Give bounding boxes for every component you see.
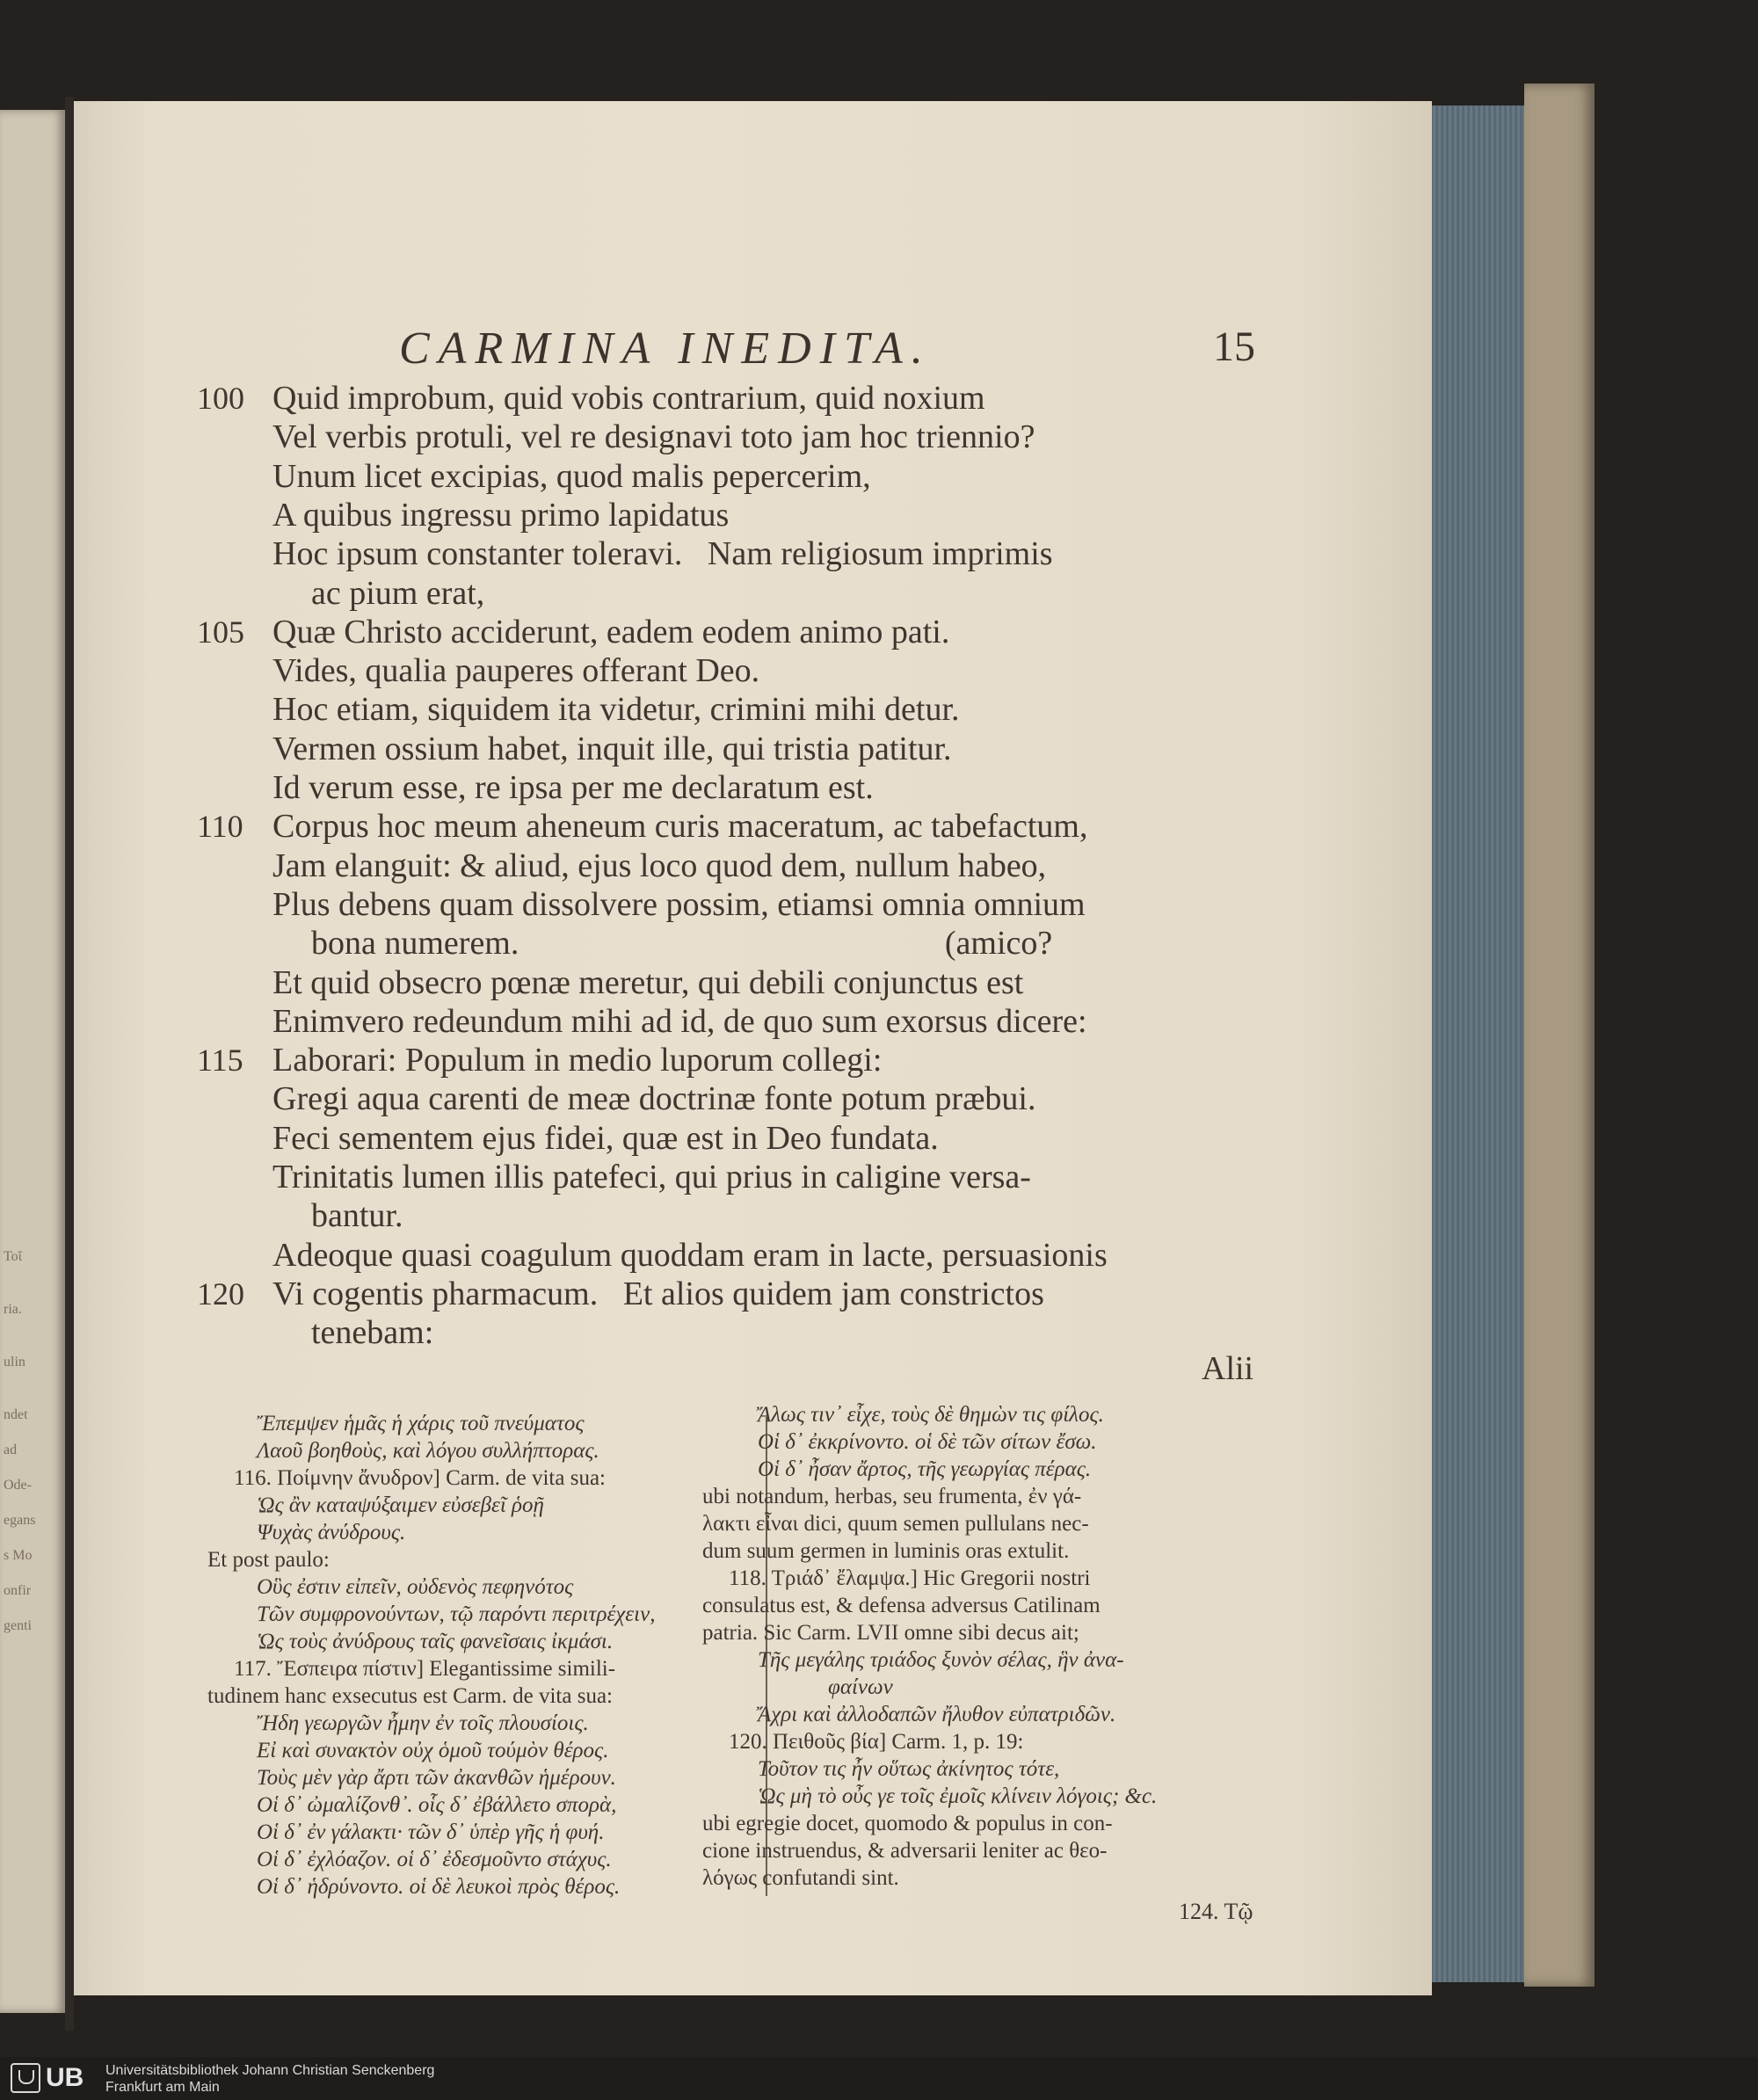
verse-line: Unum licet excipias, quod malis pepercerim, — [272, 457, 871, 495]
verse-line: bona numerem. (amico? — [311, 925, 1053, 963]
note-line: Et post paulo: — [207, 1548, 330, 1572]
verse-line: Quid improbum, quid vobis contrarium, quid noxium — [272, 380, 985, 417]
line-number: 110 — [197, 809, 243, 845]
catchword-main: Alii — [1202, 1350, 1254, 1387]
left-page-mark: ad — [4, 1442, 18, 1457]
note-line: 117. Ἔσπειρα πίστιν] Elegantissime simili- — [234, 1657, 616, 1681]
note-line: Ἄλως τιν᾽ εἶχε, τοὺς δὲ θημὼν τις φίλος. — [758, 1403, 1104, 1427]
note-line: λακτι εἶναι dici, quum semen pullulans nec- — [702, 1512, 1089, 1536]
library-logo-icon — [11, 2063, 40, 2093]
note-line: Ἔπεμψεν ἡμᾶς ἡ χάρις τοῦ πνεύματος — [257, 1412, 585, 1435]
left-page-mark: ulin — [4, 1355, 25, 1370]
note-line: ubi notandum, herbas, seu frumenta, ἐν γά- — [702, 1485, 1082, 1508]
note-line: Τοὺς μὲν γὰρ ἄρτι τῶν ἀκανθῶν ἡμέρουν. — [257, 1766, 616, 1790]
verse-line: Enimvero redeundum mihi ad id, de quo sum exorsus dicere: — [272, 1002, 1087, 1040]
note-line: 118. Τριάδ᾽ ἔλαμψα.] Hic Gregorii nostri — [729, 1566, 1091, 1590]
left-page-mark: Τοῖ — [4, 1249, 22, 1264]
ub-logo-text: UB — [46, 2063, 84, 2092]
note-line: consulatus est, & defensa adversus Catilinam — [702, 1594, 1101, 1617]
verse-line: Corpus hoc meum aheneum curis maceratum, ac tabefactum, — [272, 808, 1088, 846]
verse-line: Adeoque quasi coagulum quoddam eram in lacte, persuasionis — [272, 1236, 1108, 1274]
note-line: Οὓς ἐστιν εἰπεῖν, οὐδενὸς πεφηνότος — [257, 1575, 574, 1599]
verse-line: Et quid obsecro pœnæ meretur, qui debili conjunctus est — [272, 963, 1024, 1001]
left-page-mark: genti — [4, 1618, 32, 1633]
verse-line: Jam elanguit: & aliud, ejus loco quod dem, nullum habeo, — [272, 847, 1047, 884]
footer-line-1: Universitätsbibliothek Johann Christian Senckenberg — [105, 2063, 435, 2078]
running-head: CARMINA INEDITA. — [399, 323, 932, 374]
note-line: λόγως confutandi sint. — [702, 1866, 899, 1890]
note-line: Ἄχρι καὶ ἀλλοδαπῶν ἤλυθον εὐπατριδῶν. — [758, 1703, 1116, 1726]
note-line: Ἤδη γεωργῶν ἦμην ἐν τοῖς πλουσίοις. — [257, 1711, 589, 1735]
note-line: Οἱ δ᾽ ἦσαν ἄρτος, τῆς γεωργίας πέρας. — [758, 1457, 1092, 1481]
verse-line: Feci sementem ejus fidei, quæ est in Deo fundata. — [272, 1119, 939, 1157]
book-page — [74, 101, 1432, 1995]
note-line: cione instruendus, & adversarii leniter ac θεο- — [702, 1839, 1108, 1863]
left-page-mark: ria. — [4, 1302, 22, 1317]
verse-line: Plus debens quam dissolvere possim, etiamsi omnia omnium — [272, 885, 1086, 923]
note-line: Τῆς μεγάλης τριάδος ξυνὸν σέλας, ἣν ἀνα- — [758, 1648, 1124, 1672]
left-page-mark: Ode- — [4, 1478, 32, 1493]
verse-line: Vides, qualia pauperes offerant Deo. — [272, 652, 760, 690]
note-line: patria. Sic Carm. LVII omne sibi decus ait; — [702, 1621, 1079, 1645]
note-line: Οἱ δ᾽ ἐν γάλακτι· τῶν δ᾽ ὑπὲρ γῆς ἡ φυή. — [257, 1820, 605, 1844]
verse-line: A quibus ingressu primo lapidatus — [272, 496, 730, 534]
book-cover-edge — [1524, 84, 1595, 1987]
verse-line: Hoc etiam, siquidem ita videtur, crimini mihi detur. — [272, 691, 960, 729]
note-line: dum suum germen in luminis oras extulit. — [702, 1539, 1070, 1563]
left-page-edge — [0, 110, 65, 2013]
note-line: Εἰ καὶ συνακτὸν οὐχ ὁμοῦ τούμὸν θέρος. — [257, 1739, 609, 1762]
note-line: φαίνων — [828, 1675, 893, 1699]
note-line: Ὡς τοὺς ἀνύδρους ταῖς φανεῖσαις ἰκμάσι. — [257, 1630, 614, 1653]
verse-line: Vel verbis protuli, vel re designavi toto jam hoc triennio? — [272, 418, 1035, 456]
line-number: 105 — [197, 614, 244, 650]
line-number: 120 — [197, 1275, 244, 1312]
left-page-mark: egans — [4, 1513, 36, 1528]
note-line: Λαοῦ βοηθοὺς, καὶ λόγου συλλήπτορας. — [257, 1439, 599, 1463]
note-line: 120. Πειθοῦς βία] Carm. 1, p. 19: — [729, 1730, 1024, 1754]
verse-line: Gregi aqua carenti de meæ doctrinæ fonte potum præbui. — [272, 1080, 1036, 1118]
verse-line: Hoc ipsum constanter toleravi. Nam religiosum imprimis — [272, 535, 1053, 573]
left-page-marks — [4, 1244, 56, 1648]
library-footer — [0, 2057, 1758, 2100]
verse-line: Trinitatis lumen illis patefeci, qui prius in caligine versa- — [272, 1159, 1031, 1195]
note-line: Τοῦτον τις ἦν οὕτως ἀκίνητος τότε, — [758, 1757, 1060, 1781]
verse-line: Laborari: Populum in medio luporum collegi: — [272, 1042, 883, 1079]
left-page-mark: ndet — [4, 1407, 28, 1422]
note-line: 116. Ποίμνην ἄνυδρον] Carm. de vita sua: — [234, 1466, 606, 1490]
note-line: Ὡς μὴ τὸ οὖς γε τοῖς ἐμοῖς κλίνειν λόγοις; &c. — [758, 1784, 1158, 1808]
footer-text — [105, 2062, 434, 2096]
line-number: 115 — [197, 1043, 243, 1079]
note-line: Οἱ δ᾽ ἡδρύνοντο. οἱ δὲ λευκοὶ πρὸς θέρος. — [257, 1875, 621, 1899]
left-page-mark: s Mo — [4, 1548, 33, 1563]
footer-line-2: Frankfurt am Main — [105, 2080, 220, 2095]
verse-line: Vermen ossium habet, inquit ille, qui tristia patitur. — [272, 730, 952, 767]
left-page-mark: onfir — [4, 1583, 32, 1598]
verse-line: Vi cogentis pharmacum. Et alios quidem jam constrictos — [272, 1275, 1044, 1312]
note-line: Ψυχὰς ἀνύδρους. — [257, 1521, 406, 1544]
verse-line: tenebam: — [311, 1314, 434, 1352]
note-line: tudinem hanc exsecutus est Carm. de vita sua: — [207, 1684, 613, 1708]
note-line: Τῶν συμφρονούντων, τῷ παρόντι περιτρέχειν, — [257, 1602, 656, 1626]
verse-line: ac pium erat, — [311, 574, 485, 612]
verse-line: Id verum esse, re ipsa per me declaratum est. — [272, 769, 874, 806]
note-line: Ὡς ἂν καταψύξαιμεν εὐσεβεῖ ῥοῇ — [257, 1493, 544, 1517]
note-line: Οἱ δ᾽ ὠμαλίζονθ᾽. οἷς δ᾽ ἐβάλλετο σπορὰ, — [257, 1793, 617, 1817]
catchword-notes: 124. Τῷ — [1179, 1899, 1253, 1924]
page-fore-edge — [1432, 105, 1524, 1982]
verse-line: bantur. — [311, 1197, 403, 1235]
ub-logo — [11, 2062, 84, 2094]
page-number: 15 — [1213, 323, 1255, 370]
note-line: Οἱ δ᾽ ἐκκρίνοντο. οἱ δὲ τῶν σίτων ἔσω. — [758, 1430, 1097, 1454]
note-line: Οἱ δ᾽ ἐχλόαζον. οἱ δ᾽ ἐδεσμοῦντο στάχυς. — [257, 1848, 612, 1871]
verse-line: Quæ Christo acciderunt, eadem eodem animo pati. — [272, 613, 950, 650]
book-gutter — [65, 97, 74, 2031]
note-line: ubi egregie docet, quomodo & populus in con- — [702, 1812, 1113, 1835]
line-number: 100 — [197, 381, 244, 416]
